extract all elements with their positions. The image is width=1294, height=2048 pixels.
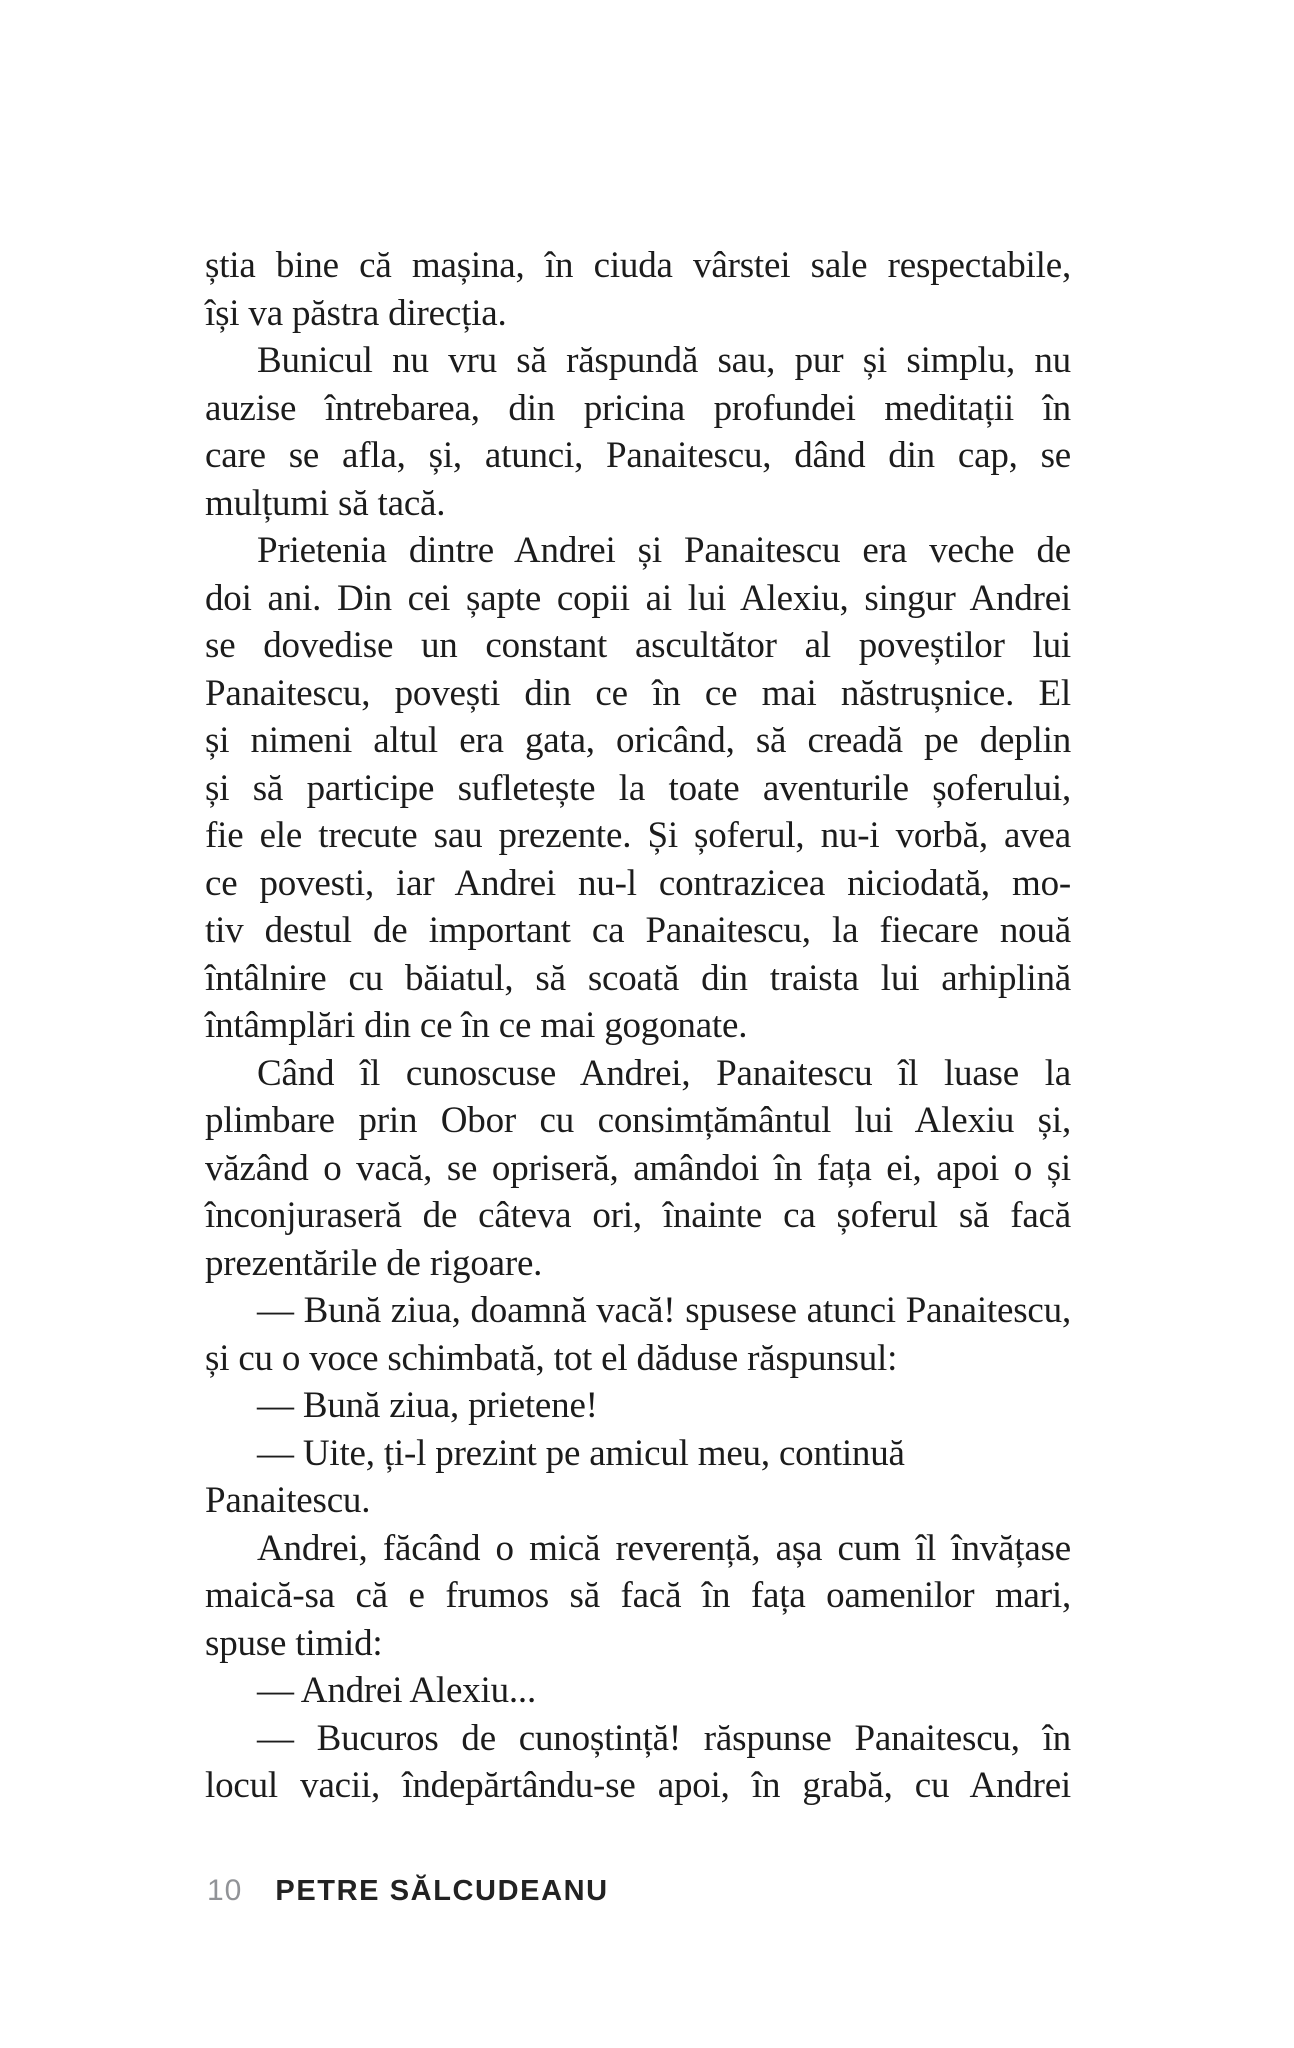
text-line: înconjuraseră de câteva ori, înainte ca șoferul să facă	[205, 1195, 1071, 1236]
text-line: maică-sa că e frumos să facă în fața oamenilor mari,	[205, 1575, 1071, 1616]
text-line: locul vacii, îndepărtându-se apoi, în grabă, cu Andrei	[205, 1765, 1071, 1806]
text-line: tiv destul de important ca Panaitescu, la fiecare nouă	[205, 910, 1071, 951]
text-line: văzând o vacă, se opriseră, amândoi în fața ei, apoi o și	[205, 1147, 1071, 1189]
text-line: care se afla, și, atunci, Panaitescu, dând din cap, se	[205, 435, 1071, 476]
page-text	[205, 242, 1071, 1810]
text-line: se dovedise un constant ascultător al poveștilor lui	[205, 625, 1071, 666]
text-line: Panaitescu, povești din ce în ce mai năstrușnice. El	[205, 672, 1071, 714]
text-line: auzise întrebarea, din pricina profundei meditații în	[205, 387, 1071, 429]
text-line: spuse timid:	[205, 1622, 383, 1664]
running-footer	[207, 1876, 609, 1906]
text-line: ce povesti, iar Andrei nu-l contrazicea niciodată, mo-	[205, 862, 1071, 904]
text-line: Prietenia dintre Andrei și Panaitescu era veche de	[257, 530, 1071, 571]
text-line: știa bine că mașina, în ciuda vârstei sale respectabile,	[205, 245, 1071, 286]
text-line: prezentările de rigoare.	[205, 1242, 543, 1284]
page-number: 10	[207, 1874, 243, 1907]
text-line: mulțumi să tacă.	[205, 482, 446, 524]
text-line: — Andrei Alexiu...	[257, 1670, 537, 1711]
text-line: fie ele trecute sau prezente. Și șoferul, nu-i vorbă, avea	[205, 815, 1071, 856]
text-line: și să participe sufletește la toate aventurile șoferului,	[205, 767, 1071, 809]
text-line: întâmplări din ce în ce mai gogonate.	[205, 1005, 748, 1046]
text-line: și nimeni altul era gata, oricând, să creadă pe deplin	[205, 720, 1071, 761]
text-line: doi ani. Din cei șapte copii ai lui Alexiu, singur Andrei	[205, 577, 1071, 619]
text-line: — Bună ziua, prietene!	[257, 1385, 598, 1426]
text-line: Bunicul nu vru să răspundă sau, pur și simplu, nu	[257, 340, 1071, 381]
text-line: și cu o voce schimbată, tot el dăduse răspunsul:	[205, 1337, 898, 1379]
text-line: plimbare prin Obor cu consimțământul lui Alexiu și,	[205, 1100, 1071, 1141]
text-line: — Bucuros de cunoștință! răspunse Panaitescu, în	[257, 1717, 1071, 1759]
text-line: — Uite, ți-l prezint pe amicul meu, continuă Panaitescu.	[205, 1432, 905, 1521]
text-line: — Bună ziua, doamnă vacă! spusese atunci Panaitescu,	[257, 1290, 1071, 1331]
text-line: își va păstra direcția.	[205, 292, 507, 334]
text-line: Andrei, făcând o mică reverență, așa cum îl învățase	[257, 1527, 1071, 1569]
text-line: Când îl cunoscuse Andrei, Panaitescu îl luase la	[257, 1052, 1071, 1094]
footer-author: PETRE SĂLCUDEANU	[275, 1875, 609, 1907]
text-line: întâlnire cu băiatul, să scoată din traista lui arhiplină	[205, 957, 1071, 999]
